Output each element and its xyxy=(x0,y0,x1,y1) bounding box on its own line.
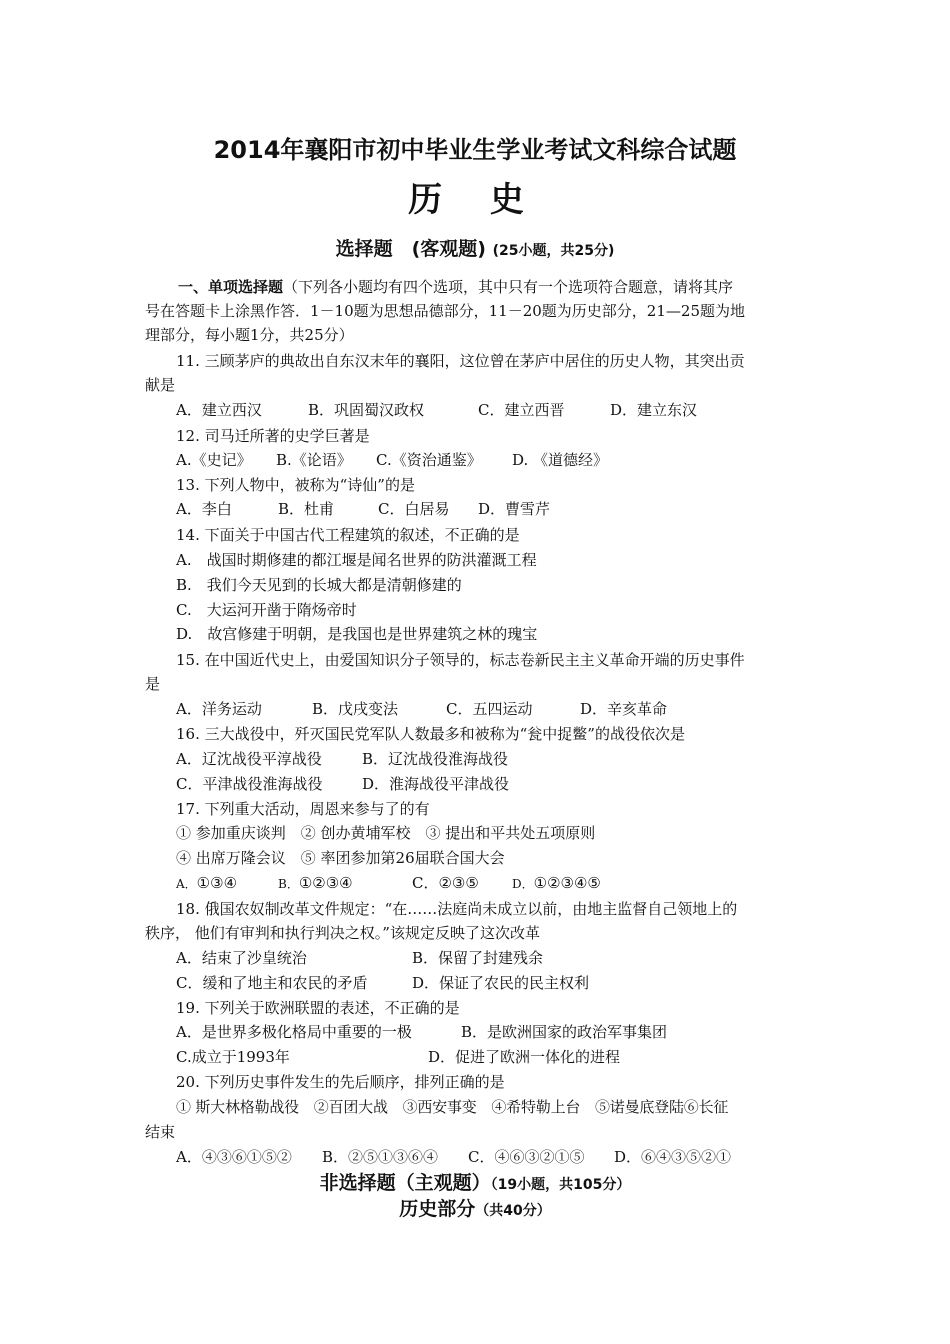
q13-option-b: B．杜甫 xyxy=(278,500,335,518)
section-objective-note: (25小题，共25分) xyxy=(492,243,615,259)
q15-stem-2: 是 xyxy=(145,675,161,693)
q20-option-b: B．②⑤①③⑥④ xyxy=(322,1148,439,1166)
part1-label: 一、单项选择题 xyxy=(178,278,284,296)
q17-option-b-letter: B． xyxy=(278,877,299,891)
q11-option-a: A．建立西汉 xyxy=(176,401,262,419)
q17-option-c-value: ②③⑤ xyxy=(438,874,479,892)
section-objective-heading xyxy=(0,236,950,264)
q18-stem-1: 18. 俄国农奴制改革文件规定：“在……法庭尚未成立以前，由地主监督自己领地上的 xyxy=(176,900,738,918)
history-part-heading xyxy=(0,1196,950,1224)
q17-option-a xyxy=(176,871,278,896)
q18-options-cd xyxy=(176,971,841,995)
q19-option-a: A．是世界多极化格局中重要的一极 xyxy=(176,1023,412,1041)
q12-option-c: C.《资治通鉴》 xyxy=(376,451,482,469)
q19-option-d: D．促进了欧洲一体化的进程 xyxy=(428,1048,621,1066)
q15-option-a: A．洋务运动 xyxy=(176,700,262,718)
q17-option-a-value: ①③④ xyxy=(196,874,238,892)
part1-instruction-line1 xyxy=(178,275,843,299)
q16-option-a: A．辽沈战役平淳战役 xyxy=(176,750,322,768)
q16-option-c: C．平津战役淮海战役 xyxy=(176,775,323,793)
q11-options xyxy=(176,398,841,422)
q18-option-d: D．保证了农民的民主权利 xyxy=(412,974,590,992)
q20-options xyxy=(176,1145,841,1169)
q17-options xyxy=(176,871,841,896)
q12-options xyxy=(176,448,841,472)
part1-instruction-3: 理部分，每小题1分，共25分） xyxy=(145,326,354,344)
q14-option-a: A. 战国时期修建的都江堰是闻名世界的防洪灌溉工程 xyxy=(176,551,537,569)
q14-option-c: C. 大运河开凿于隋炀帝时 xyxy=(176,601,357,619)
q14-stem: 14. 下面关于中国古代工程建筑的叙述，不正确的是 xyxy=(176,526,520,544)
q17-items-2: ④ 出席万隆会议 ⑤ 率团参加第26届联合国大会 xyxy=(176,849,505,867)
q20-option-c: C．④⑥③②①⑤ xyxy=(468,1148,585,1166)
q20-option-a: A．④③⑥①⑤② xyxy=(176,1148,292,1166)
q20-option-d: D．⑥④③⑤②① xyxy=(614,1148,732,1166)
section-subjective-title: 非选择题（主观题） xyxy=(319,1172,491,1194)
q11-option-b: B．巩固蜀汉政权 xyxy=(308,401,425,419)
q19-options-ab xyxy=(176,1020,841,1044)
q18-option-a: A．结束了沙皇统治 xyxy=(176,949,307,967)
q15-options xyxy=(176,697,841,721)
q19-option-b: B．是欧洲国家的政治军事集团 xyxy=(461,1023,668,1041)
q17-option-d-value: ①②③④⑤ xyxy=(533,874,601,892)
q13-stem: 13. 下列人物中，被称为“诗仙”的是 xyxy=(176,476,415,494)
q17-option-c-letter: C． xyxy=(412,874,439,892)
subject-heading: 历 史 xyxy=(408,180,542,220)
q19-options-cd xyxy=(176,1045,841,1069)
q17-option-c xyxy=(412,871,512,895)
q17-option-a-letter: A． xyxy=(176,877,197,891)
q20-items-2: 结束 xyxy=(145,1123,176,1141)
q18-stem-2: 秩序， 他们有审判和执行判决之权。”该规定反映了这次改革 xyxy=(145,924,540,942)
q13-option-a: A．李白 xyxy=(176,500,232,518)
q19-stem: 19. 下列关于欧洲联盟的表述，不正确的是 xyxy=(176,999,460,1017)
q13-options xyxy=(176,497,841,521)
q11-option-c: C．建立西晋 xyxy=(478,401,565,419)
q17-option-b-value: ①②③④ xyxy=(298,874,353,892)
q17-option-b xyxy=(278,871,412,896)
q15-option-b: B．戊戌变法 xyxy=(312,700,399,718)
q12-stem: 12. 司马迁所著的史学巨著是 xyxy=(176,427,370,445)
q16-options-cd xyxy=(176,772,841,796)
q15-option-d: D．辛亥革命 xyxy=(580,700,668,718)
q17-option-d xyxy=(512,871,601,896)
q13-option-d: D．曹雪芹 xyxy=(478,500,551,518)
q16-options-ab xyxy=(176,747,841,771)
q12-option-d: D. 《道德经》 xyxy=(512,451,609,469)
q17-option-d-letter: D． xyxy=(512,877,534,891)
q12-option-a: A.《史记》 xyxy=(176,451,252,469)
history-part-note: （共40分） xyxy=(475,1203,551,1219)
q20-items-1: ① 斯大林格勒战役 ②百团大战 ③西安事变 ④希特勒上台 ⑤诺曼底登陆⑥长征 xyxy=(176,1098,729,1116)
q14-option-b: B. 我们今天见到的长城大都是清朝修建的 xyxy=(176,576,462,594)
q16-option-b: B．辽沈战役淮海战役 xyxy=(362,750,509,768)
q15-stem-1: 15. 在中国近代史上，由爱国知识分子领导的，标志卷新民主主义革命开端的历史事件 xyxy=(176,651,745,669)
history-part-title: 历史部分 xyxy=(399,1198,476,1220)
q13-option-c: C．白居易 xyxy=(378,500,450,518)
part1-instruction-1: （下列各小题均有四个选项，其中只有一个选项符合题意，请将其序 xyxy=(283,278,734,296)
q11-stem-2: 献是 xyxy=(145,376,176,394)
q16-stem: 16. 三大战役中，歼灭国民党军队人数最多和被称为“瓮中捉鳖”的战役依次是 xyxy=(176,725,685,743)
q16-option-d: D．淮海战役平津战役 xyxy=(362,775,510,793)
q17-items-1: ① 参加重庆谈判 ② 创办黄埔军校 ③ 提出和平共处五项原则 xyxy=(176,824,596,842)
q14-option-d: D. 故宫修建于明朝，是我国也是世界建筑之林的瑰宝 xyxy=(176,625,538,643)
q20-stem: 20. 下列历史事件发生的先后顺序，排列正确的是 xyxy=(176,1073,505,1091)
part1-instruction-2: 号在答题卡上涂黑作答．1－10题为思想品德部分，11－20题为历史部分，21—25题为地 xyxy=(145,302,745,320)
q19-option-c: C.成立于1993年 xyxy=(176,1048,290,1066)
q15-option-c: C．五四运动 xyxy=(446,700,533,718)
section-objective-title: 选择题 (客观题) xyxy=(335,238,486,260)
section-subjective-heading xyxy=(0,1170,950,1198)
q18-option-c: C．缓和了地主和农民的矛盾 xyxy=(176,974,368,992)
q18-options-ab xyxy=(176,946,841,970)
q17-stem: 17. 下列重大活动，周恩来参与了的有 xyxy=(176,800,430,818)
q11-option-d: D．建立东汉 xyxy=(610,401,698,419)
q12-option-b: B.《论语》 xyxy=(276,451,352,469)
section-subjective-note: （19小题，共105分） xyxy=(490,1177,631,1193)
q18-option-b: B．保留了封建残余 xyxy=(412,949,544,967)
exam-title: 2014年襄阳市初中毕业生学业考试文科综合试题 xyxy=(213,136,737,164)
q11-stem-1: 11. 三顾茅庐的典故出自东汉末年的襄阳，这位曾在茅庐中居住的历史人物，其突出贡 xyxy=(176,352,745,370)
